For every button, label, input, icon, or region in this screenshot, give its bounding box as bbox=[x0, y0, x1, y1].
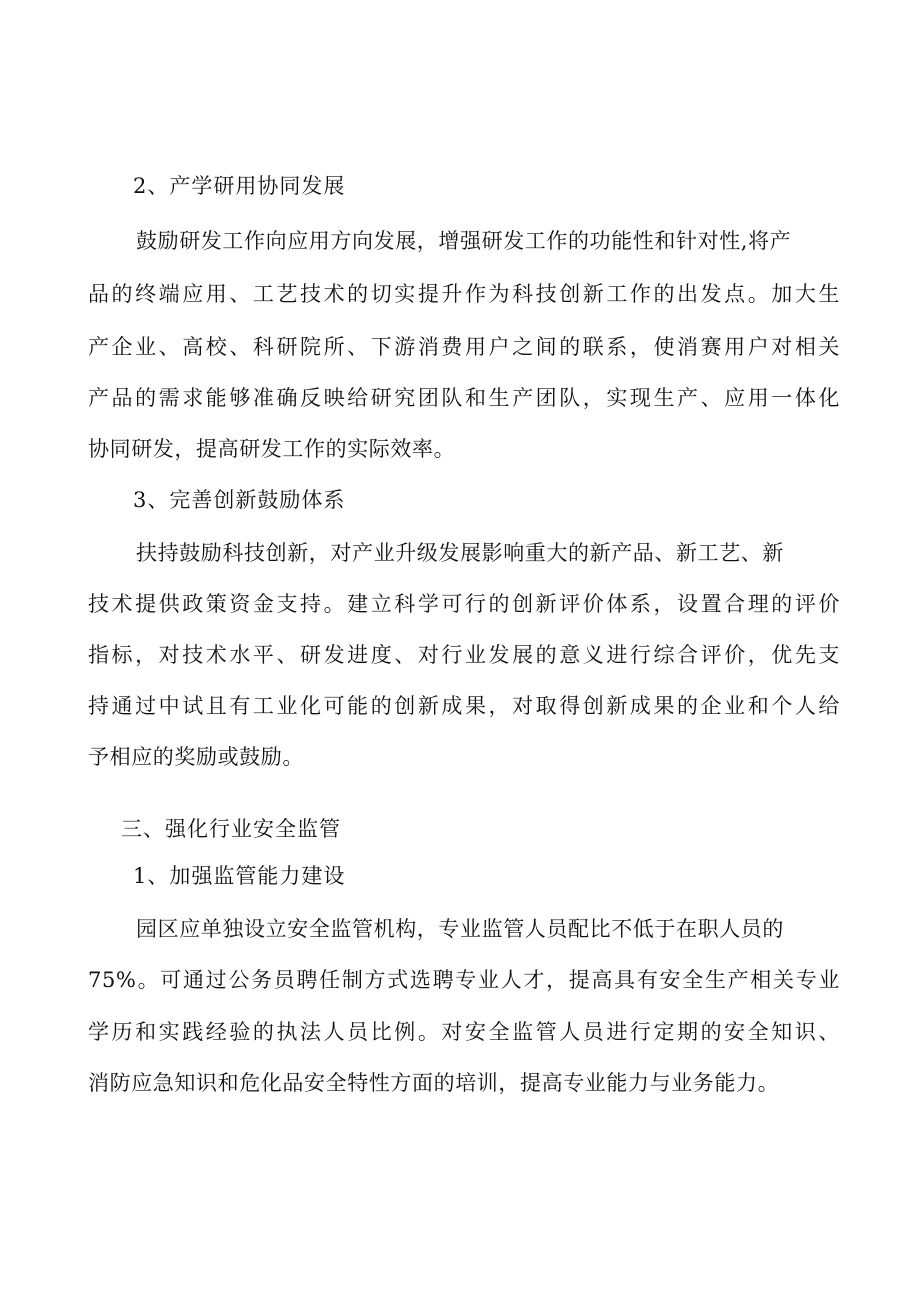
section-heading-1: 1、加强监管能力建设 bbox=[133, 864, 346, 888]
major-heading: 三、强化行业安全监管 bbox=[121, 817, 341, 841]
section-heading-2: 2、产学研用协同发展 bbox=[133, 174, 346, 198]
paragraph-line: 协同研发，提高研发工作的实际效率。 bbox=[88, 437, 456, 461]
paragraph-line: 鼓励研发工作向应用方向发展，增强研发工作的功能性和针对性,将产 bbox=[136, 229, 792, 253]
paragraph-line: 品的终端应用、工艺技术的切实提升作为科技创新工作的出发点。加大生 bbox=[88, 282, 840, 306]
paragraph-line: 产品的需求能够准确反映给研究团队和生产团队，实现生产、应用一体化 bbox=[88, 386, 840, 410]
paragraph-line: 消防应急知识和危化品安全特性方面的培训，提高专业能力与业务能力。 bbox=[88, 1071, 780, 1095]
paragraph-line: 持通过中试且有工业化可能的创新成果，对取得创新成果的企业和个人给 bbox=[88, 694, 840, 718]
paragraph-line: 75%。可通过公务员聘任制方式选聘专业人才，提高具有安全生产相关专业 bbox=[88, 968, 840, 992]
paragraph-line: 予相应的奖励或鼓励。 bbox=[88, 745, 304, 769]
paragraph-line: 扶持鼓励科技创新，对产业升级发展影响重大的新产品、新工艺、新 bbox=[136, 541, 784, 565]
paragraph-line: 产企业、高校、科研院所、下游消费用户之间的联系，使消赛用户对相关 bbox=[88, 335, 840, 359]
paragraph-line: 指标，对技术水平、研发进度、对行业发展的意义进行综合评价，优先支 bbox=[88, 643, 840, 667]
paragraph-line: 学历和实践经验的执法人员比例。对安全监管人员进行定期的安全知识、 bbox=[88, 1020, 840, 1044]
paragraph-line: 园区应单独设立安全监管机构，专业监管人员配比不低于在职人员的 bbox=[136, 917, 784, 941]
paragraph-line: 技术提供政策资金支持。建立科学可行的创新评价体系，设置合理的评价 bbox=[88, 592, 840, 616]
section-heading-3: 3、完善创新鼓励体系 bbox=[133, 488, 346, 512]
